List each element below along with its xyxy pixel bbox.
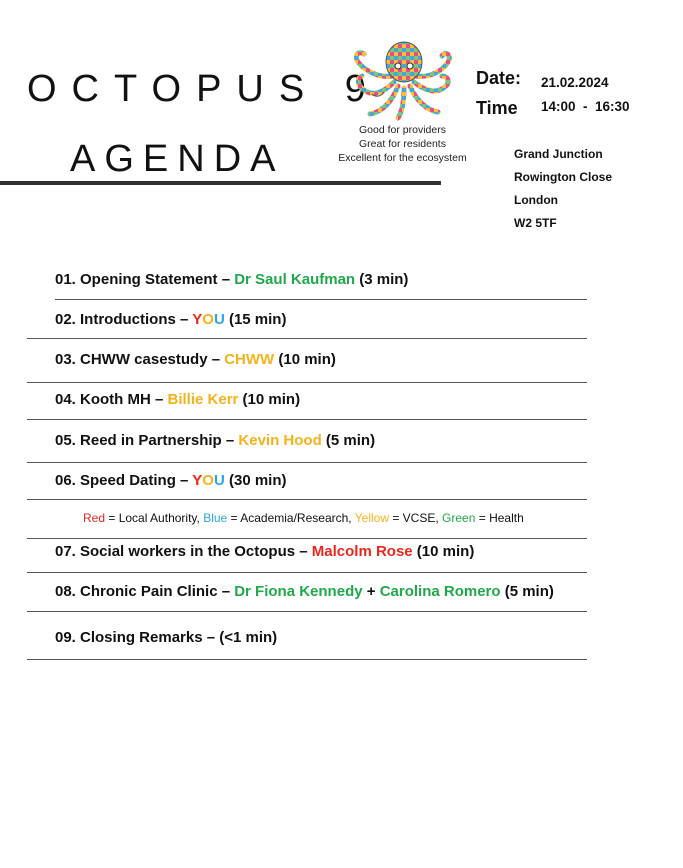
agenda-item-9: [55, 629, 277, 646]
divider: [27, 611, 587, 612]
agenda-item-3: [55, 351, 336, 368]
agenda-item-1: [55, 271, 408, 288]
item-speaker: CHWW: [224, 351, 275, 368]
legend-green: Green: [442, 511, 476, 525]
time-value: 14:00 - 16:30: [541, 99, 630, 114]
agenda-item-7: [55, 543, 474, 560]
item-label: 02. Introductions –: [55, 311, 193, 328]
agenda-item-4: [55, 391, 300, 408]
divider: [27, 419, 587, 420]
item-label: 05. Reed in Partnership –: [55, 432, 239, 449]
date-label: Date:: [476, 68, 522, 88]
tagline-line1: Good for providers: [359, 124, 446, 136]
agenda-title-line2: AGENDA: [70, 138, 285, 180]
divider: [27, 659, 587, 660]
tagline-line3: Excellent for the ecosystem: [338, 152, 467, 164]
title-underline: [0, 181, 441, 185]
legend-blue-text: = Academia/Research,: [227, 511, 355, 525]
divider: [27, 572, 587, 573]
address-line2: Rowington Close: [514, 170, 612, 184]
divider: [27, 382, 587, 383]
item-speaker-o: O: [202, 472, 214, 489]
divider: [27, 538, 587, 539]
item-speaker: Malcolm Rose: [311, 543, 413, 560]
item-label: 08. Chronic Pain Clinic –: [55, 583, 235, 600]
divider: [27, 499, 587, 500]
item-label: 09. Closing Remarks – (<1 min): [55, 629, 278, 646]
agenda-item-8: [55, 583, 554, 600]
venue-address: [514, 143, 612, 235]
agenda-item-6: [55, 472, 287, 489]
divider: [27, 338, 587, 339]
item-label: 06. Speed Dating –: [55, 472, 193, 489]
item-label: 07. Social workers in the Octopus –: [55, 543, 312, 560]
legend-red-text: = Local Authority,: [105, 511, 204, 525]
item-speaker: Billie Kerr: [167, 391, 239, 408]
divider: [27, 462, 587, 463]
item-speaker-u: U: [213, 472, 225, 489]
item-speaker: Dr Saul Kaufman: [234, 271, 356, 288]
item-duration: (10 min): [274, 351, 336, 368]
item-label: 01. Opening Statement –: [55, 271, 235, 288]
item-speaker-y: Y: [192, 472, 203, 489]
address-line4: W2 5TF: [514, 216, 557, 230]
item-duration: (3 min): [355, 271, 409, 288]
item-speaker-a: Dr Fiona Kennedy: [234, 583, 363, 600]
item-duration: (10 min): [238, 391, 301, 408]
item-speaker-b: Carolina Romero: [379, 583, 501, 600]
agenda-title-line1: OCTOPUS 9: [27, 68, 381, 110]
item-label: 03. CHWW casestudy –: [55, 351, 225, 368]
item-joiner: +: [362, 583, 380, 600]
item-duration: (15 min): [224, 311, 287, 328]
item-duration: (5 min): [500, 583, 554, 600]
item-duration: (30 min): [224, 472, 287, 489]
item-speaker-y: Y: [192, 311, 203, 328]
date-value: 21.02.2024: [541, 75, 609, 90]
agenda-item-2: [55, 311, 286, 328]
color-legend: [83, 511, 524, 525]
item-label: 04. Kooth MH –: [55, 391, 168, 408]
logo-tagline: [330, 123, 475, 165]
address-line3: London: [514, 193, 558, 207]
item-duration: (5 min): [321, 432, 376, 449]
item-speaker-u: U: [213, 311, 225, 328]
item-speaker: Kevin Hood: [238, 432, 322, 449]
divider: [55, 299, 587, 300]
agenda-item-5: [55, 432, 375, 449]
item-duration: (10 min): [412, 543, 475, 560]
tagline-line2: Great for residents: [359, 138, 446, 150]
item-speaker-o: O: [202, 311, 214, 328]
legend-red: Red: [83, 511, 106, 525]
octopus-logo-icon: [342, 36, 462, 122]
address-line1: Grand Junction: [514, 147, 603, 161]
legend-yellow: Yellow: [354, 511, 389, 525]
legend-green-text: = Health: [475, 511, 524, 525]
legend-yellow-text: = VCSE,: [389, 511, 443, 525]
time-label: Time: [476, 98, 518, 118]
legend-blue: Blue: [203, 511, 228, 525]
